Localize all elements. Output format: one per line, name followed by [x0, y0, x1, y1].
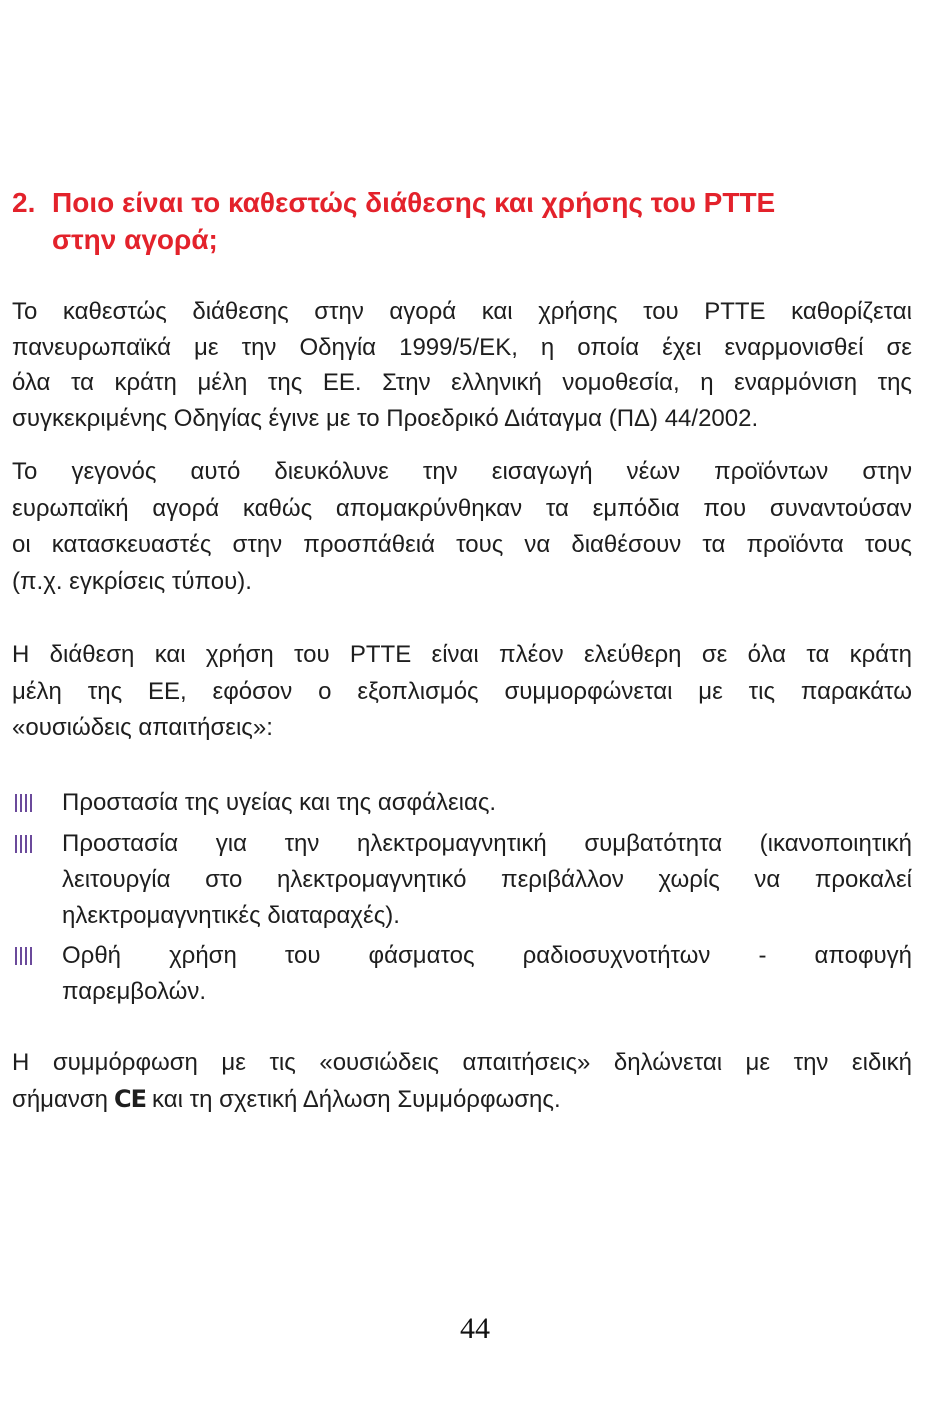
- text-line: Η συμμόρφωση με τις «ουσιώδεις απαιτήσεις» δηλώνεται με την ειδική: [12, 1049, 912, 1076]
- text-line: συγκεκριμένης Οδηγίας έγινε με το Προεδρικό Διάταγμα (ΠΔ) 44/2002.: [12, 404, 759, 432]
- text-line: ευρωπαϊκή αγορά καθώς απομακρύνθηκαν τα εμπόδια που συναντούσαν: [12, 494, 912, 522]
- text-line: (π.χ. εγκρίσεις τύπου).: [12, 567, 252, 595]
- text-line: πανευρωπαϊκά με την Οδηγία 1999/5/ΕΚ, η οποία έχει εναρμονισθεί σε: [12, 333, 912, 361]
- text-line: μέλη της ΕΕ, εφόσον ο εξοπλισμός συμμορφώνεται με τις παρακάτω: [12, 677, 912, 705]
- text-line: ηλεκτρομαγνητικές διαταραχές).: [62, 902, 400, 929]
- text-line: όλα τα κράτη μέλη της ΕΕ. Στην ελληνική νομοθεσία, η εναρμόνιση της: [12, 369, 912, 396]
- bullet-bars-icon: [15, 794, 35, 812]
- paragraph-requirements-intro: [12, 637, 912, 747]
- text-line: «ουσιώδεις απαιτήσεις»:: [12, 714, 273, 741]
- paragraph-directive: [12, 294, 912, 436]
- bullet-bars-icon: [15, 947, 35, 965]
- paragraph-market-access: [12, 454, 912, 600]
- heading-line-2: στην αγορά;: [52, 224, 218, 255]
- text-line: Προστασία για την ηλεκτρομαγνητική συμβατότητα (ικανοποιητική: [62, 830, 912, 857]
- text-line: παρεμβολών.: [62, 978, 207, 1005]
- ce-mark-icon: CE: [114, 1085, 147, 1113]
- list-item: [12, 826, 912, 934]
- bullet-bars-icon: [15, 835, 35, 853]
- text-line: Το γεγονός αυτό διευκόλυνε την εισαγωγή νέων προϊόντων στην: [12, 458, 912, 485]
- page-number: 44: [460, 1312, 490, 1345]
- section-heading: [12, 184, 892, 258]
- text-line: Το καθεστώς διάθεσης στην αγορά και χρήσης του PTTE καθορίζεται: [12, 298, 912, 325]
- text-line-with-ce: [12, 1081, 912, 1118]
- text-line: Προστασία της υγείας και της ασφάλειας.: [62, 789, 497, 816]
- text-line: οι κατασκευαστές στην προσπάθειά τους να διαθέσουν τα προϊόντα τους: [12, 531, 912, 559]
- heading-line-1: Ποιο είναι το καθεστώς διάθεσης και χρήσης του PTTE: [52, 187, 776, 218]
- section-number: 2.: [12, 187, 36, 218]
- text-line: Ορθή χρήση του φάσματος ραδιοσυχνοτήτων - αποφυγή: [62, 942, 912, 969]
- list-item: [12, 785, 912, 821]
- text-fragment: και τη σχετική Δήλωση Συμμόρφωσης.: [152, 1086, 561, 1113]
- paragraph-ce-marking: [12, 1044, 912, 1118]
- text-line: λειτουργία στο ηλεκτρομαγνητικό περιβάλλον χωρίς να προκαλεί: [62, 866, 912, 893]
- text-fragment: σήμανση: [12, 1086, 109, 1113]
- requirements-list: [12, 785, 912, 1010]
- list-item: [12, 938, 912, 1010]
- text-line: Η διάθεση και χρήση του PTTE είναι πλέον ελεύθερη σε όλα τα κράτη: [12, 641, 912, 668]
